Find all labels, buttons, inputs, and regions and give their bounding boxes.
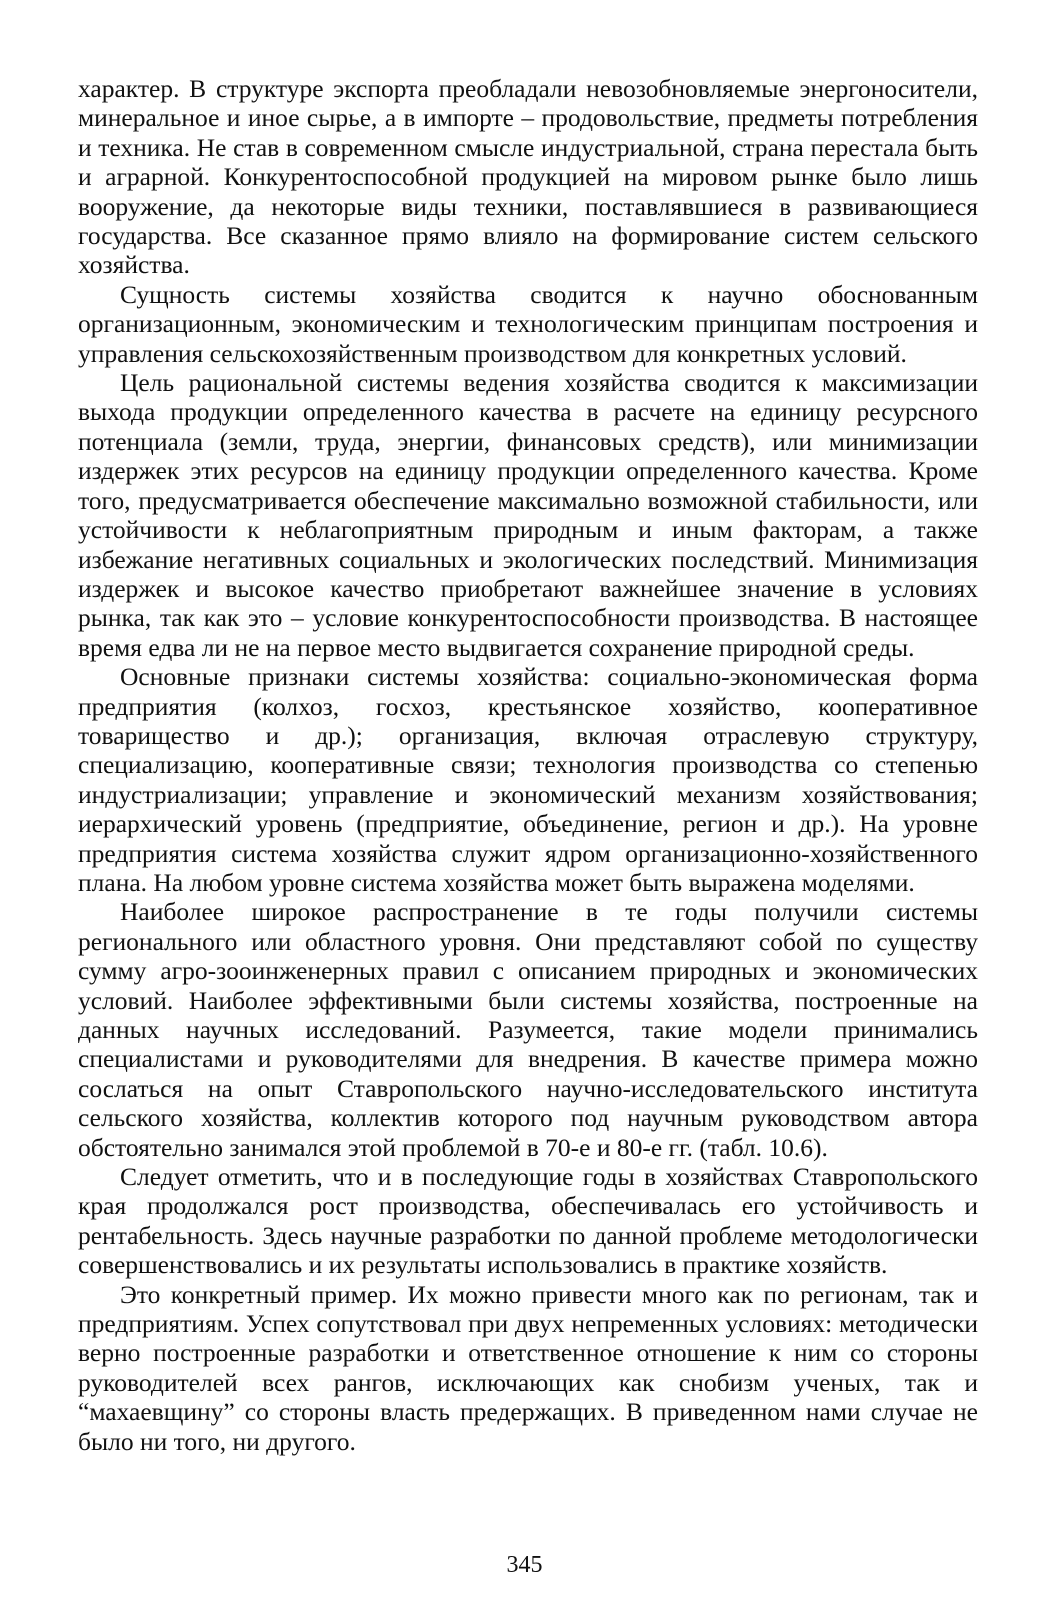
page-body: [78, 74, 978, 1456]
paragraph-5: Наиболее широкое распространение в те годы получили системы регионального или областного уровня. Они представляют собой по существу сумму агро-зооинженерных правил с описанием природных и экономических условий. Наиболее эффективными были системы хозяйства, построенные на данных научных исследований. Разумеется, такие модели принимались специалистами и руководителями для внедрения. В качестве примера можно сослаться на опыт Ставропольского научно-исследовательского института сельского хозяйства, коллектив которого под научным руководством автора обстоятельно занимался этой проблемой в 70-е и 80-е гг. (табл. 10.6).: [78, 897, 978, 1162]
paragraph-3: Цель рациональной системы ведения хозяйства сводится к максимизации выхода продукции определенного качества в расчете на единицу ресурсного потенциала (земли, труда, энергии, финансовых средств), или минимизации издержек этих ресурсов на единицу продукции определенного качества. Кроме того, предусматривается обеспечение максимально возможной стабильности, или устойчивости к неблагоприятным природным и иным факторам, а также избежание негативных социальных и экологических последствий. Минимизация издержек и высокое качество приобретают важнейшее значение в условиях рынка, так как это – условие конкурентоспособности производства. В настоящее время едва ли не на первое место выдвигается сохранение природной среды.: [78, 368, 978, 662]
page-number: 345: [506, 1552, 543, 1578]
paragraph-7: Это конкретный пример. Их можно привести много как по регионам, так и предприятиям. Успех сопутствовал при двух непременных условиях: методически верно построенные разработки и ответственное отношение к ним со стороны руководителей всех рангов, исключающих как снобизм ученых, так и “махаевщину” со стороны власть предержащих. В приведенном нами случае не было ни того, ни другого.: [78, 1279, 978, 1456]
paragraph-4: Основные признаки системы хозяйства: социально-экономическая форма предприятия (колхоз, госхоз, крестьянское хозяйство, кооперативное товарищество и др.); организация, включая отраслевую структуру, специализацию, кооперативные связи; технология производства со степенью индустриализации; управление и экономический механизм хозяйствования; иерархический уровень (предприятие, объединение, регион и др.). На уровне предприятия система хозяйства служит ядром организационно-хозяйственного плана. На любом уровне система хозяйства может быть выражена моделями.: [78, 662, 978, 897]
paragraph-1: характер. В структуре экспорта преобладали невозобновляемые энергоносители, минеральное и иное сырье, а в импорте – продовольствие, предметы потребления и техника. Не став в современном смысле индустриальной, страна перестала быть и аграрной. Конкурентоспособной продукцией на мировом рынке было лишь вооружение, да некоторые виды техники, поставлявшиеся в развивающиеся государства. Все сказанное прямо влияло на формирование систем сельского хозяйства.: [78, 74, 978, 280]
paragraph-2: Сущность системы хозяйства сводится к научно обоснованным организационным, экономическим и технологическим принципам построения и управления сельскохозяйственным производством для конкретных условий.: [78, 279, 978, 368]
paragraph-6: Следует отметить, что и в последующие годы в хозяйствах Ставропольского края продолжался рост производства, обеспечивалась его устойчивость и рентабельность. Здесь научные разработки по данной проблеме методологически совершенствовались и их результаты использовались в практике хозяйств.: [78, 1162, 978, 1280]
